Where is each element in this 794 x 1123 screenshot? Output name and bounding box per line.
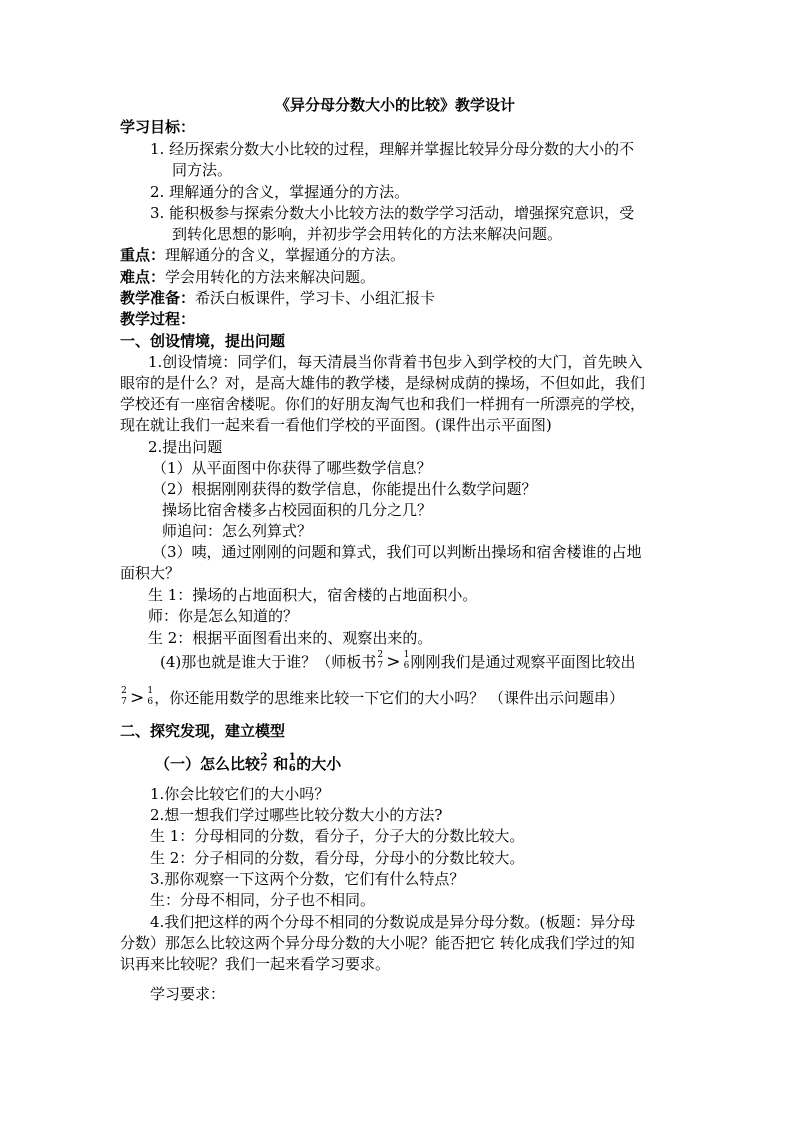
fraction-one-sixth: 1 6: [288, 752, 296, 774]
key-point: [120, 245, 405, 265]
section-2-heading: 二、探究发现，建立模型: [120, 722, 286, 740]
explore-7-line-1: 4.我们把这样的两个分母不相同的分数说成是异分母分数。(板题：异分母: [150, 913, 636, 931]
fraction-one-sixth: 1 6: [147, 686, 154, 707]
question-4-line-1: [160, 652, 636, 672]
difficulty-label: 难点：: [120, 268, 166, 286]
goal-1-line-1: 1. 经历探索分数大小比较的过程，理解并掌握比较异分母分数的大小的不: [150, 140, 635, 158]
explore-1: 1.你会比较它们的大小吗？: [150, 785, 330, 803]
paragraph-1-line-2: 眼帘的是什么？对，是高大雄伟的教学楼，是绿树成荫的操场，不但如此，我们: [120, 374, 646, 392]
question-4-line-2: [120, 688, 624, 708]
question-3-line-2: 面积大？: [120, 564, 181, 582]
explore-7-line-3: 识再来比较呢？我们一起来看学习要求。: [120, 955, 391, 973]
question-4-pre: (4)那也就是谁大于谁？（师板书: [160, 653, 377, 671]
paragraph-1-line-4: 现在就让我们一起来看一看他们学校的平面图。(课件出示平面图): [120, 416, 552, 434]
paragraph-1-line-1: 1.创设情境：同学们，每天清晨当你背着书包步入到学校的大门，首先映入: [148, 353, 643, 371]
goal-3-line-2: 到转化思想的影响，并初步学会用转化的方法来解决问题。: [172, 225, 563, 243]
fraction-two-sevenths: 2 7: [260, 752, 268, 774]
goal-2: 2. 理解通分的含义，掌握通分的方法。: [150, 183, 410, 201]
difficulty: [120, 267, 375, 287]
explore-7-line-2: 分数）那怎么比较这两个异分母分数的大小呢？能否把它 转化成我们学过的知: [120, 934, 635, 952]
question-3-line-1: （3）咦，通过刚刚的问题和算式，我们可以判断出操场和宿舍楼谁的占地: [152, 543, 642, 561]
doc-title: 《异分母分数大小的比较》教学设计: [275, 96, 516, 114]
student-1-answer: 生 1：操场的占地面积大，宿舍楼的占地面积小。: [148, 586, 478, 604]
section-1-heading: 一、创设情境，提出问题: [120, 332, 286, 350]
subsection-1-post: 的大小: [296, 755, 342, 773]
fraction-one-sixth: 1 6: [403, 650, 410, 671]
subsection-1-pre: （一）怎么比较: [155, 755, 261, 773]
key-label: 重点：: [120, 246, 166, 264]
ask-question-heading: 2.提出问题: [148, 438, 223, 456]
goals-heading: 学习目标：: [120, 118, 196, 136]
explore-3: 生 1：分母相同的分数，看分子，分子大的分数比较大。: [150, 827, 525, 845]
teacher-question: 师：你是怎么知道的？: [148, 607, 299, 625]
subsection-1-heading: [155, 754, 341, 774]
explore-6: 生：分母不相同，分子也不相同。: [150, 891, 376, 909]
question-2-b: 师追问：怎么列算式？: [162, 522, 313, 540]
student-2-answer: 生 2：根据平面图看出来的、观察出来的。: [148, 629, 433, 647]
goal-1-line-2: 同方法。: [172, 161, 233, 179]
preparation-text: 希沃白板课件，学习卡、小组汇报卡: [195, 289, 436, 307]
fraction-two-sevenths: 2 7: [377, 650, 384, 671]
process-heading: 教学过程：: [120, 310, 196, 328]
paragraph-1-line-3: 学校还有一座宿舍楼呢。你们的好朋友淘气也和我们一样拥有一所漂亮的学校，: [120, 395, 646, 413]
explore-2: 2.想一想我们学过哪些比较分数大小的方法?: [150, 806, 443, 824]
greater-than-sign: >: [386, 652, 401, 672]
question-2-a: 操场比宿舍楼多占校园面积的几分之几？: [162, 501, 433, 519]
difficulty-text: 学会用转化的方法来解决问题。: [165, 268, 376, 286]
explore-4: 生 2：分子相同的分数，看分母，分母小的分数比较大。: [150, 849, 525, 867]
key-text: 理解通分的含义，掌握通分的方法。: [165, 246, 406, 264]
learning-requirements: 学习要求：: [150, 985, 226, 1003]
question-4-post: 刚刚我们是通过观察平面图比较出: [410, 653, 636, 671]
goal-3-line-1: 3. 能积极参与探索分数大小比较方法的数学学习活动，增强探究意识，受: [150, 204, 635, 222]
question-2: （2）根据刚刚获得的数学信息，你能提出什么数学问题？: [152, 480, 537, 498]
preparation: [120, 288, 435, 308]
fraction-two-sevenths: 2 7: [121, 686, 127, 707]
explore-5: 3.那你观察一下这两个分数，它们有什么特点？: [150, 870, 465, 888]
subsection-1-mid: 和: [268, 755, 289, 773]
greater-than-sign: >: [130, 688, 145, 708]
question-1: （1）从平面图中你获得了哪些数学信息？: [152, 459, 432, 477]
question-4b-post: ，你还能用数学的思维来比较一下它们的大小吗？ （课件出示问题串）: [154, 689, 625, 707]
preparation-label: 教学准备：: [120, 289, 196, 307]
